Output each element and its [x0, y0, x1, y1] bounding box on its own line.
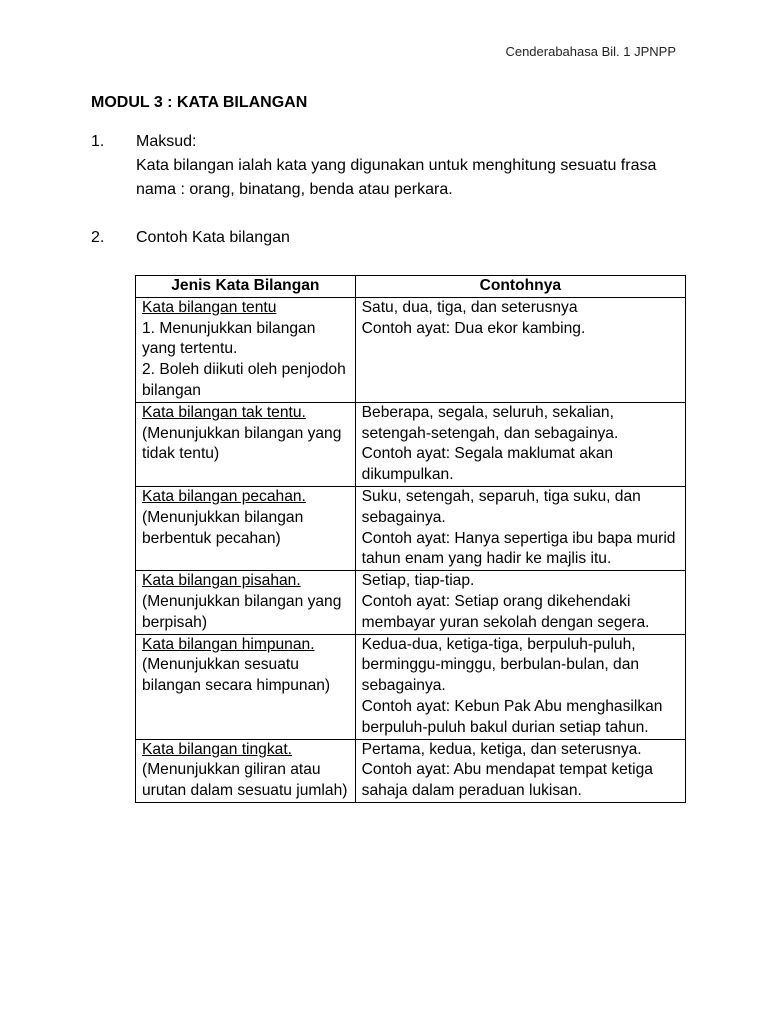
- example-words: Pertama, kedua, ketiga, dan seterusnya.: [361, 740, 642, 758]
- type-cell: [136, 571, 356, 634]
- type-cell: [136, 634, 356, 739]
- type-title: Kata bilangan tingkat.: [142, 740, 292, 758]
- table-row: [136, 297, 686, 402]
- type-cell: [136, 486, 356, 570]
- type-title: Kata bilangan himpunan.: [142, 635, 315, 653]
- example-sentence: Contoh ayat: Hanya sepertiga ibu bapa murid tahun enam yang hadir ke majlis itu.: [361, 529, 676, 568]
- column-header: Contohnya: [355, 276, 685, 298]
- type-description: (Menunjukkan bilangan yang tidak tentu): [142, 424, 342, 463]
- section-body: [136, 130, 696, 202]
- section-number: 2.: [91, 229, 105, 246]
- table-row: [136, 634, 686, 739]
- type-description: 2. Boleh diikuti oleh penjodoh bilangan: [142, 361, 346, 399]
- example-sentence: Contoh ayat: Segala maklumat akan dikumpulkan.: [361, 445, 614, 484]
- kata-bilangan-table: [135, 275, 686, 803]
- type-cell: [136, 739, 356, 802]
- example-sentence: Contoh ayat: Setiap orang dikehendaki membayar yuran sekolah dengan segera.: [361, 592, 650, 631]
- column-header: Jenis Kata Bilangan: [136, 276, 356, 298]
- table-row: [136, 571, 686, 634]
- section-number: 1.: [91, 133, 105, 150]
- section-heading: Contoh Kata bilangan: [136, 229, 290, 246]
- example-words: Suku, setengah, separuh, tiga suku, dan sebagainya.: [361, 487, 641, 526]
- example-cell: [355, 739, 685, 802]
- example-words: Satu, dua, tiga, dan seterusnya: [361, 298, 578, 316]
- table-header-row: [136, 276, 686, 298]
- example-cell: [355, 402, 685, 486]
- type-title: Kata bilangan tentu: [142, 298, 277, 316]
- example-cell: [355, 634, 685, 739]
- example-words: Beberapa, segala, seluruh, sekalian, setengah-setengah, dan sebagainya.: [361, 403, 619, 442]
- type-title: Kata bilangan pecahan.: [142, 487, 306, 505]
- document-header: Cenderabahasa Bil. 1 JPNPP: [505, 44, 676, 59]
- type-title: Kata bilangan tak tentu.: [142, 403, 306, 421]
- type-description: (Menunjukkan bilangan berbentuk pecahan): [142, 508, 304, 547]
- example-cell: [355, 571, 685, 634]
- example-cell: [355, 486, 685, 570]
- example-sentence: Contoh ayat: Abu mendapat tempat ketiga sahaja dalam peraduan lukisan.: [361, 761, 653, 800]
- type-description: (Menunjukkan giliran atau urutan dalam sesuatu jumlah): [142, 761, 348, 800]
- module-title: MODUL 3 : KATA BILANGAN: [91, 94, 308, 111]
- example-words: Setiap, tiap-tiap.: [361, 572, 475, 590]
- type-cell: [136, 402, 356, 486]
- example-cell: [355, 297, 685, 402]
- table-row: [136, 402, 686, 486]
- type-description: 1. Menunjukkan bilangan yang tertentu.: [142, 319, 316, 358]
- example-sentence: Contoh ayat: Dua ekor kambing.: [361, 319, 586, 337]
- table-row: [136, 486, 686, 570]
- table-row: [136, 739, 686, 802]
- type-title: Kata bilangan pisahan.: [142, 572, 301, 590]
- table-body: [136, 297, 686, 802]
- definition-text: Kata bilangan ialah kata yang digunakan untuk menghitung sesuatu frasa nama : orang, binatang, benda atau perkara.: [136, 157, 657, 198]
- section-heading: Maksud:: [136, 133, 197, 150]
- example-words: Kedua-dua, ketiga-tiga, berpuluh-puluh, berminggu-minggu, berbulan-bulan, dan sebagainya.: [361, 635, 640, 695]
- type-cell: [136, 297, 356, 402]
- type-description: (Menunjukkan bilangan yang berpisah): [142, 592, 342, 631]
- type-description: (Menunjukkan sesuatu bilangan secara himpunan): [142, 656, 331, 695]
- section-body: [136, 226, 696, 250]
- example-sentence: Contoh ayat: Kebun Pak Abu menghasilkan berpuluh-puluh bakul durian setiap tahun.: [361, 697, 663, 736]
